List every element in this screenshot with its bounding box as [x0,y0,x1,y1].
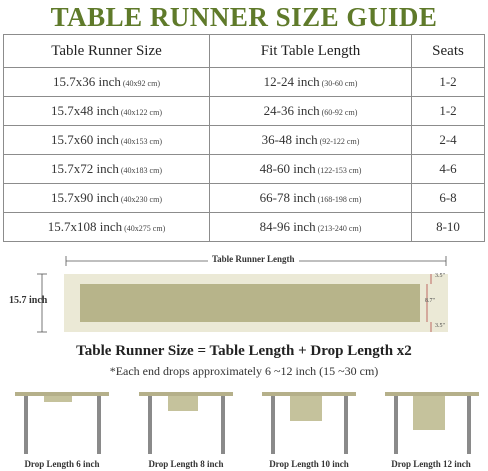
header-runner-size: Table Runner Size [4,35,210,68]
cell-seats-value: 8-10 [436,219,460,234]
note-text: *Each end drops approximately 6 ~12 inch (15 ~30 cm) [109,364,379,378]
cell-fit-length-cm: (168-198 cm) [317,195,362,204]
cell-runner-size-cm: (40x122 cm) [120,108,162,117]
cell-fit-length-cm: (30-60 cm) [321,79,358,88]
cell-runner-size-cm: (40x230 cm) [120,195,162,204]
cell-runner-size-value: 15.7x36 inch [53,74,121,89]
table-row [4,155,485,184]
cell-fit-length-value: 84-96 inch [259,219,316,234]
table-row [4,184,485,213]
runner-width-label: 15.7 inch [9,295,48,306]
header-seats: Seats [412,35,485,68]
drop-label-8: Drop Length 8 inch [148,459,224,469]
runner-drop [168,396,198,411]
table-row [4,68,485,97]
drop-label-10: Drop Length 10 inch [269,459,349,469]
cell-seats-value: 4-6 [439,161,457,176]
drop-label-12: Drop Length 12 inch [391,459,471,469]
cell-fit-length-cm: (60-92 cm) [321,108,358,117]
table-row [4,126,485,155]
table-leg [221,396,225,454]
table-leg [148,396,152,454]
border-top-label: 3.5" [435,273,445,279]
cell-seats [412,155,485,184]
drop-table-12 [385,392,479,454]
cell-seats [412,126,485,155]
cell-seats [412,68,485,97]
header-fit-length: Fit Table Length [210,35,412,68]
cell-fit-length-cm: (92-122 cm) [319,137,360,146]
table-leg [24,396,28,454]
cell-runner-size-cm: (40x92 cm) [122,79,160,88]
table-header-row [4,35,485,68]
cell-runner-size-value: 15.7x90 inch [51,190,119,205]
table-leg [344,396,348,454]
page-title: TABLE RUNNER SIZE GUIDE [50,2,438,32]
cell-fit-length [210,184,412,213]
cell-fit-length [210,155,412,184]
cell-seats-value: 2-4 [439,132,457,147]
cell-fit-length-value: 24-36 inch [263,103,320,118]
table-top [15,392,109,396]
table-row [4,213,485,242]
table-leg [467,396,471,454]
table-leg [394,396,398,454]
cell-seats [412,97,485,126]
cell-runner-size [4,126,210,155]
runner-length-label: Table Runner Length [208,254,299,264]
formula-text: Table Runner Size = Table Length + Drop Length x2 [76,343,412,359]
cell-runner-size [4,184,210,213]
cell-fit-length-cm: (213-240 cm) [317,224,362,233]
cell-fit-length [210,68,412,97]
cell-seats [412,184,485,213]
table-top [139,392,233,396]
cell-runner-size-value: 15.7x60 inch [51,132,119,147]
drop-illustrations [0,384,488,459]
cell-fit-length [210,126,412,155]
cell-runner-size [4,155,210,184]
table-leg [271,396,275,454]
cell-fit-length-value: 48-60 inch [259,161,316,176]
drop-table-10 [262,392,356,454]
drop-table-6 [15,392,109,454]
cell-runner-size-cm: (40x183 cm) [120,166,162,175]
table-top [385,392,479,396]
cell-fit-length [210,213,412,242]
table-top [262,392,356,396]
cell-runner-size [4,97,210,126]
cell-seats-value: 1-2 [439,103,457,118]
cell-seats-value: 1-2 [439,74,457,89]
runner-drop [413,396,445,430]
runner-drop [44,396,72,402]
cell-fit-length-value: 66-78 inch [259,190,316,205]
cell-runner-size-cm: (40x275 cm) [124,224,166,233]
drop-table-8 [139,392,233,454]
cell-seats-value: 6-8 [439,190,457,205]
table-leg [97,396,101,454]
cell-fit-length-cm: (122-153 cm) [317,166,362,175]
runner-inner [80,284,420,322]
cell-runner-size [4,68,210,97]
table-row [4,97,485,126]
cell-fit-length [210,97,412,126]
cell-runner-size-value: 15.7x72 inch [51,161,119,176]
cell-seats [412,213,485,242]
size-table [3,34,485,242]
cell-fit-length-value: 12-24 inch [263,74,320,89]
runner-diagram [0,250,488,340]
cell-runner-size [4,213,210,242]
center-label: 8.7" [425,298,435,304]
runner-drop [290,396,322,421]
drop-label-6: Drop Length 6 inch [24,459,100,469]
cell-runner-size-cm: (40x153 cm) [120,137,162,146]
cell-runner-size-value: 15.7x108 inch [47,219,123,234]
cell-runner-size-value: 15.7x48 inch [51,103,119,118]
border-bottom-label: 3.5" [435,323,445,329]
cell-fit-length-value: 36-48 inch [261,132,318,147]
